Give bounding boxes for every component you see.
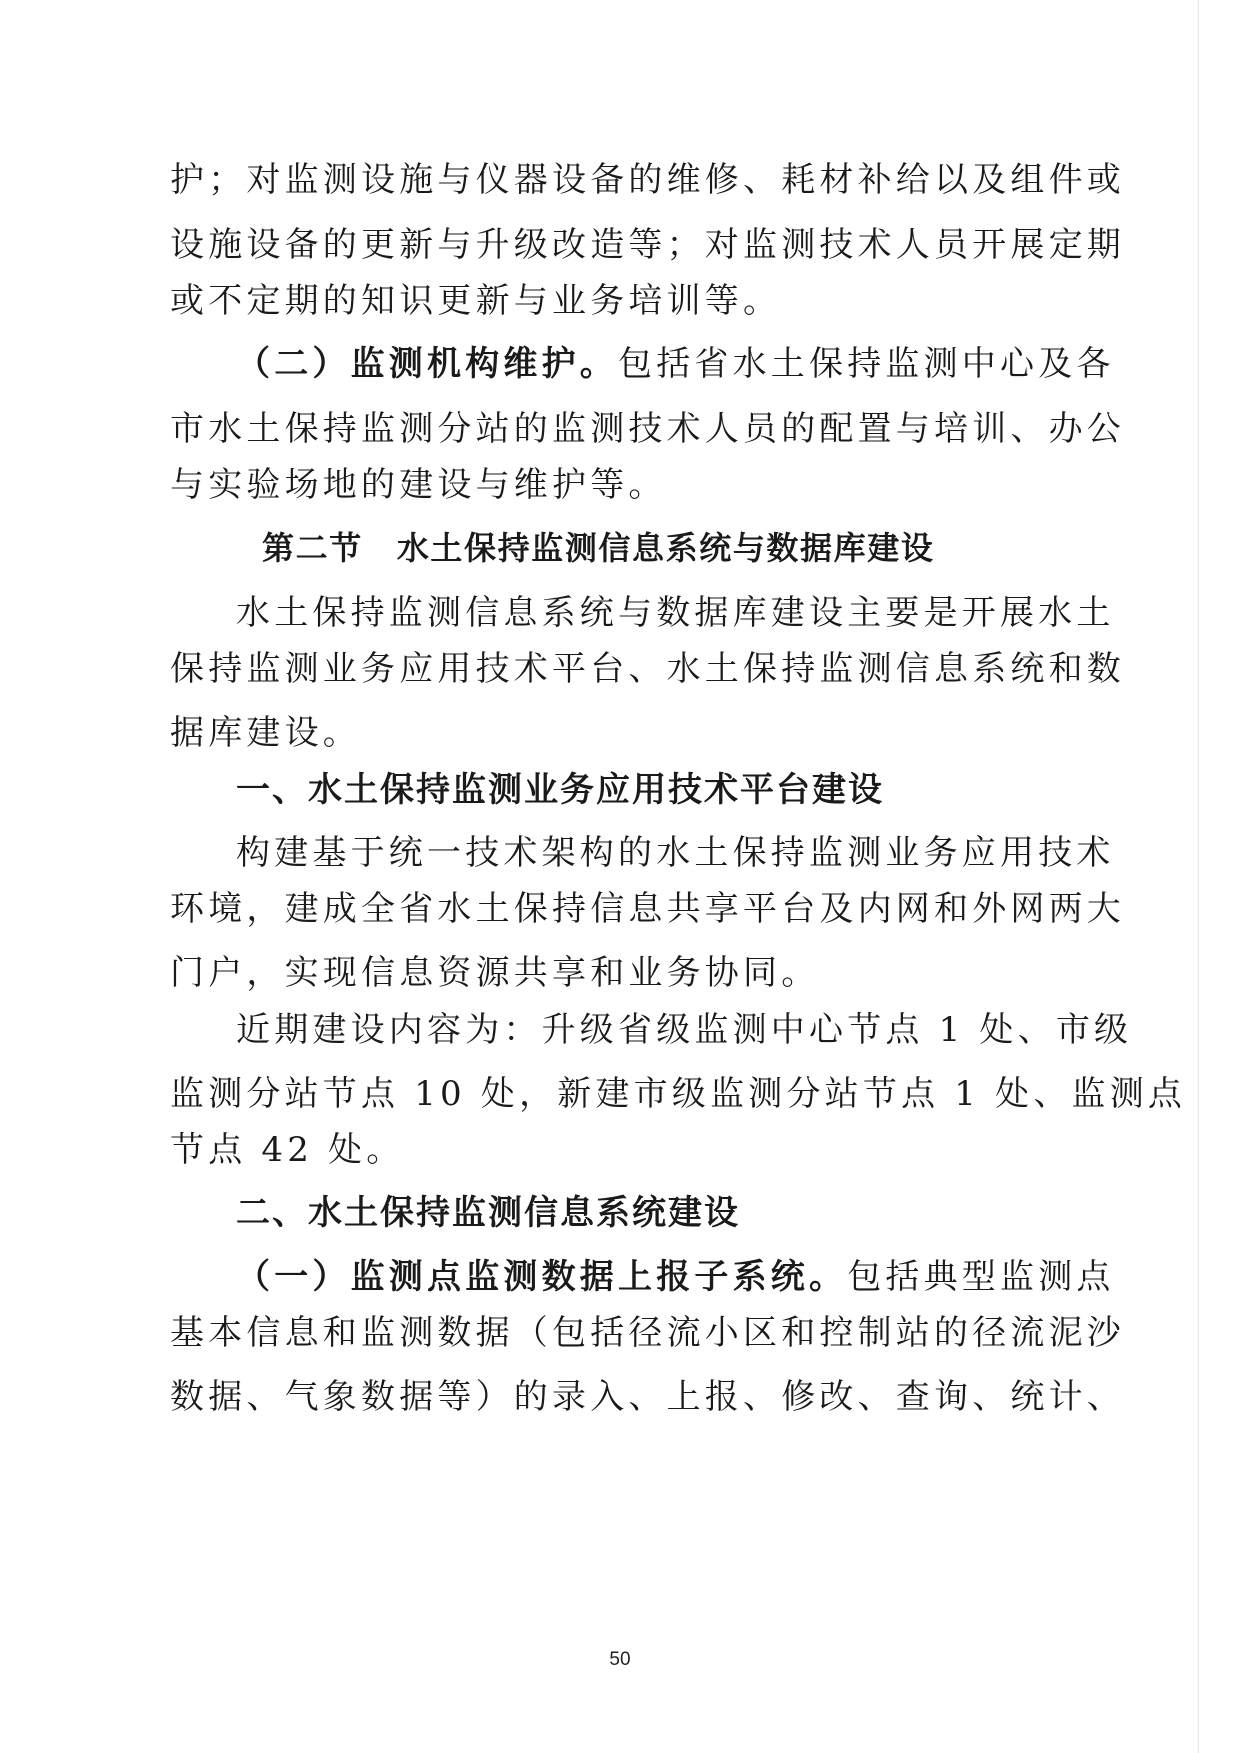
paragraph-line: 基本信息和监测数据（包括径流小区和控制站的径流泥沙 — [170, 1313, 1125, 1353]
paragraph-line: 环境，建成全省水土保持信息共享平台及内网和外网两大 — [170, 889, 1125, 929]
paragraph-line — [236, 344, 1115, 384]
paragraph-lead-bold: （二）监测机构维护。 — [236, 344, 618, 384]
paragraph-line: 据库建设。 — [170, 713, 361, 753]
page-number: 50 — [609, 1649, 631, 1670]
subsection-heading: 二、水土保持监测信息系统建设 — [236, 1193, 740, 1233]
paragraph-line: 近期建设内容为：升级省级监测中心节点 1 处、市级 — [236, 1010, 1133, 1050]
paragraph-line: 门户，实现信息资源共享和业务协同。 — [170, 953, 820, 993]
subsection-heading: 一、水土保持监测业务应用技术平台建设 — [236, 770, 884, 810]
paragraph-lead-bold: （一）监测点监测数据上报子系统。 — [236, 1257, 848, 1297]
section-heading: 水土保持监测信息系统与数据库建设 — [396, 529, 935, 567]
paragraph-line: 水土保持监测信息系统与数据库建设主要是开展水土 — [236, 593, 1115, 633]
paragraph-text: 包括典型监测点 — [847, 1257, 1115, 1297]
paragraph-line: 设施设备的更新与升级改造等；对监测技术人员开展定期 — [170, 225, 1125, 265]
paragraph-line: 护；对监测设施与仪器设备的维修、耗材补给以及组件或 — [170, 160, 1125, 200]
paragraph-line: 与实验场地的建设与维护等。 — [170, 465, 667, 505]
scan-edge-line — [1198, 0, 1199, 1753]
paragraph-line — [236, 1257, 1115, 1297]
paragraph-text: 包括省水土保持监测中心及各 — [618, 344, 1115, 384]
paragraph-line: 数据、气象数据等）的录入、上报、修改、查询、统计、 — [170, 1377, 1125, 1417]
paragraph-line: 市水土保持监测分站的监测技术人员的配置与培训、办公 — [170, 409, 1125, 449]
paragraph-line: 构建基于统一技术架构的水土保持监测业务应用技术 — [236, 833, 1115, 873]
paragraph-line: 节点 42 处。 — [170, 1130, 405, 1170]
section-number: 第二节 — [262, 529, 363, 567]
paragraph-line: 保持监测业务应用技术平台、水土保持监测信息系统和数 — [170, 649, 1125, 689]
section-title — [262, 528, 934, 568]
paragraph-line: 监测分站节点 10 处，新建市级监测分站节点 1 处、监测点 — [170, 1074, 1187, 1114]
paragraph-line: 或不定期的知识更新与业务培训等。 — [170, 281, 782, 321]
